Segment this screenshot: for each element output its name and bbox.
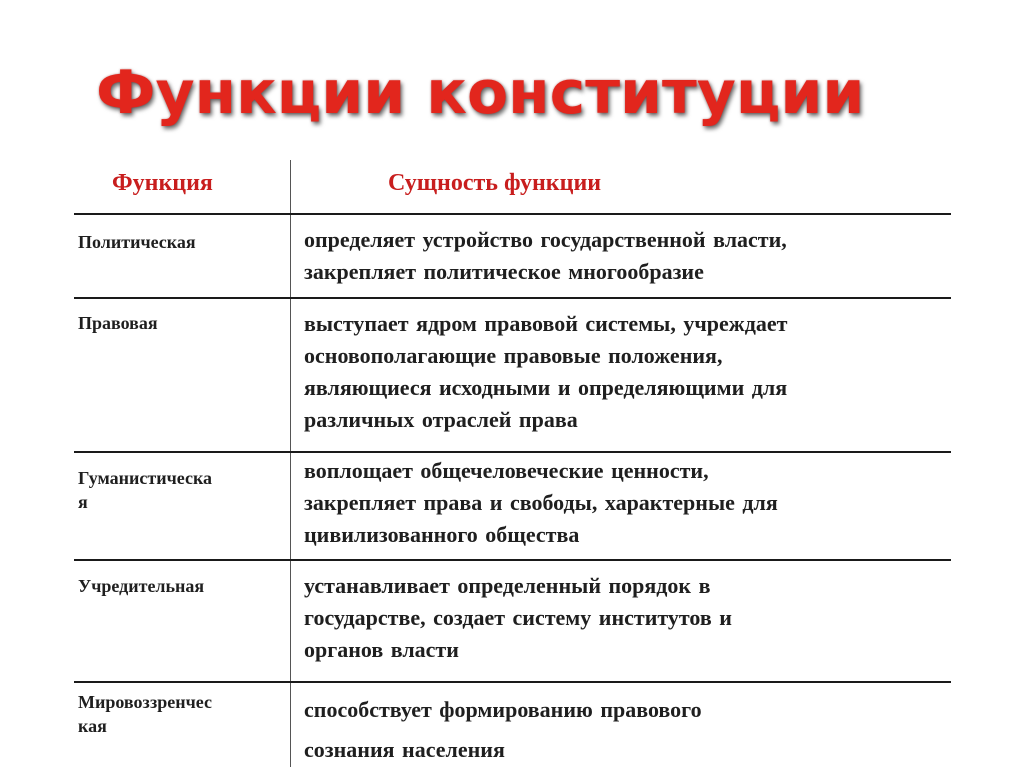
function-text: Политическая: [78, 232, 196, 252]
row-rule: [74, 451, 951, 453]
function-text: кая: [78, 716, 107, 736]
header-function: Функция: [112, 170, 213, 196]
row-2-essence: [304, 308, 944, 436]
essence-line: органов власти: [304, 637, 459, 662]
row-4-essence: [304, 570, 944, 666]
row-2-function: [78, 311, 283, 335]
essence-line: воплощает общечеловеческие ценности,: [304, 458, 709, 483]
header-essence: Сущность функции: [388, 170, 602, 196]
function-text: Мировоззренчес: [78, 692, 212, 712]
slide-title: Функции конституции: [96, 58, 865, 128]
essence-line: сознания населения: [304, 737, 505, 762]
essence-line: основополагающие правовые положения,: [304, 343, 723, 368]
essence-line: государстве, создает систему институтов и: [304, 605, 732, 630]
essence-line: способствует формированию правового: [304, 697, 702, 722]
row-1-essence: [304, 224, 944, 288]
function-text: Правовая: [78, 313, 158, 333]
column-divider: [290, 160, 291, 767]
row-1-function: [78, 230, 283, 254]
essence-line: закрепляет политическое многообразие: [304, 259, 704, 284]
essence-line: различных отраслей права: [304, 407, 578, 432]
function-text: Гуманистическа: [78, 468, 213, 488]
function-text: Учредительная: [78, 576, 205, 596]
essence-line: закрепляет права и свободы, характерные для: [304, 490, 778, 515]
row-5-function: [78, 690, 283, 738]
row-rule: [74, 297, 951, 299]
function-text: я: [78, 492, 88, 512]
header-rule: [74, 213, 951, 215]
row-rule: [74, 681, 951, 683]
row-3-function: [78, 466, 283, 514]
essence-line: определяет устройство государственной власти,: [304, 227, 787, 252]
essence-line: выступает ядром правовой системы, учреждает: [304, 311, 788, 336]
essence-line: устанавливает определенный порядок в: [304, 573, 711, 598]
row-4-function: [78, 574, 283, 598]
row-rule: [74, 559, 951, 561]
essence-line: цивилизованного общества: [304, 522, 580, 547]
essence-line: являющиеся исходными и определяющими для: [304, 375, 788, 400]
row-5-essence: [304, 690, 944, 767]
row-3-essence: [304, 455, 944, 551]
